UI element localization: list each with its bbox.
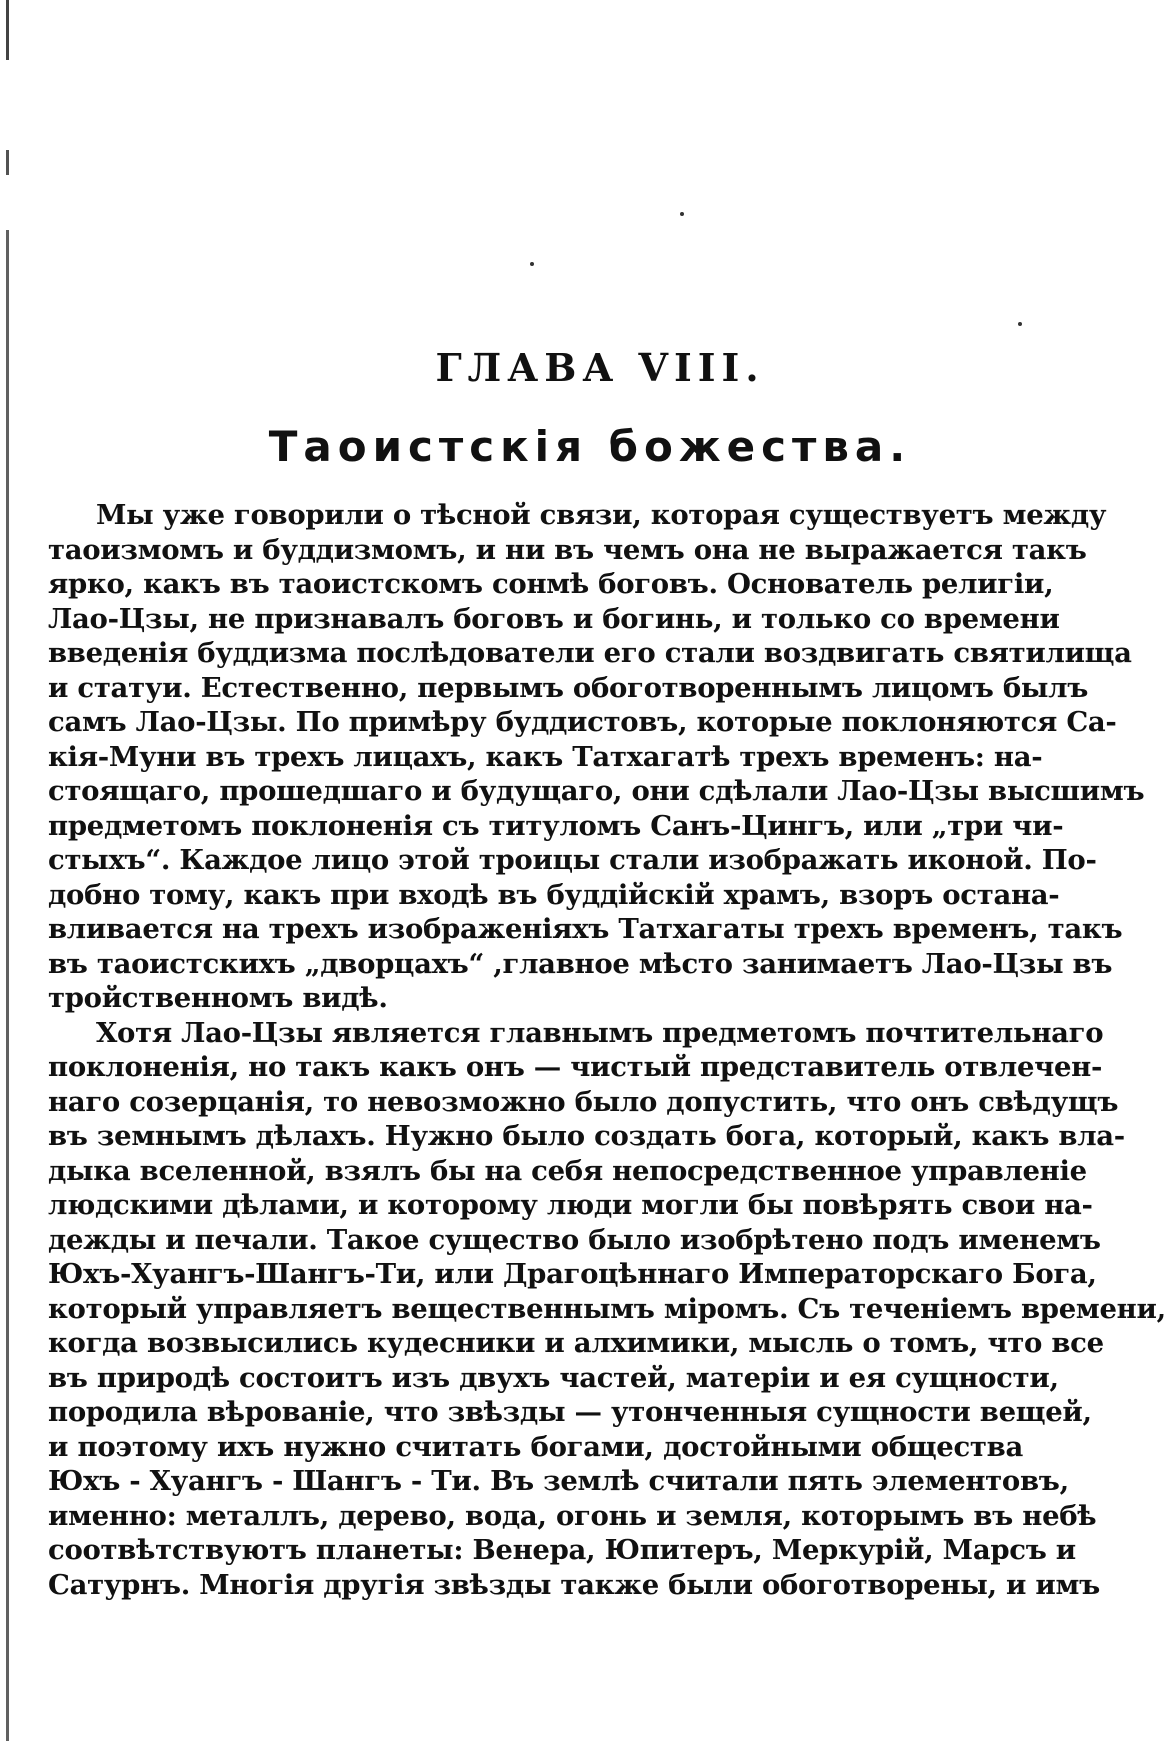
text-line: породила вѣрованіе, что звѣзды — утонченныя сущности вещей,	[48, 1396, 1092, 1428]
paragraph-2	[48, 1016, 1166, 1603]
text-line: ярко, какъ въ таоистскомъ сонмѣ боговъ. Основатель религіи,	[48, 568, 1054, 600]
paragraph-1	[48, 498, 1145, 1016]
text-line: добно тому, какъ при входѣ въ буддійскій храмъ, взоръ остана-	[48, 878, 1060, 911]
text-line: дыка вселенной, взялъ бы на себя непосредственное управленіе	[48, 1154, 1087, 1187]
text-line: Сатурнъ. Многія другія звѣзды также были обоготворены, и имъ	[48, 1568, 1100, 1601]
section-title: Таоистскія божества.	[268, 422, 912, 471]
text-line: предметомъ поклоненія съ титуломъ Санъ-Цингъ, или „три чи-	[48, 809, 1064, 842]
text-line: соотвѣтствуютъ планеты: Венера, Юпитеръ, Меркурій, Марсъ и	[48, 1534, 1076, 1566]
text-line: поклоненія, но такъ какъ онъ — чистый представитель отвлечен-	[48, 1051, 1103, 1083]
print-speck	[680, 212, 684, 216]
text-line: Юхъ-Хуангъ-Шангъ-Ти, или Драгоцѣннаго Императорскаго Бога,	[48, 1258, 1097, 1290]
text-line: въ таоистскихъ „дворцахъ“ ,главное мѣсто занимаетъ Лао-Цзы въ	[48, 947, 1113, 980]
text-line: дежды и печали. Такое существо было изобрѣтено подъ именемъ	[48, 1223, 1101, 1256]
text-line: наго созерцанія, то невозможно было допустить, что онъ свѣдущъ	[48, 1085, 1119, 1118]
text-line: стоящаго, прошедшаго и будущаго, они сдѣлали Лао-Цзы высшимъ	[48, 775, 1145, 807]
text-line: Мы уже говорили о тѣсной связи, которая существуетъ между	[96, 499, 1107, 531]
text-line: и поэтому ихъ нужно считать богами, достойными общества	[48, 1430, 1023, 1463]
print-speck	[530, 262, 534, 266]
text-line: самъ Лао-Цзы. По примѣру буддистовъ, которые поклоняются Са-	[48, 706, 1117, 738]
text-line: Юхъ - Хуангъ - Шангъ - Ти. Въ землѣ считали пять элементовъ,	[48, 1465, 1069, 1497]
text-line: и статуи. Естественно, первымъ обоготвореннымъ лицомъ былъ	[48, 671, 1089, 704]
text-line: Лао-Цзы, не признавалъ боговъ и богинь, и только со времени	[48, 602, 1060, 635]
text-line: введенія буддизма послѣдователи его стали воздвигать святилища	[48, 637, 1132, 669]
text-line: стыхъ“. Каждое лицо этой троицы стали изображать иконой. По-	[48, 844, 1097, 876]
text-line: тройственномъ видѣ.	[48, 982, 388, 1014]
text-line: въ земнымъ дѣлахъ. Нужно было создать бога, который, какъ вла-	[48, 1120, 1125, 1152]
text-line: Хотя Лао-Цзы является главнымъ предметомъ почтительнаго	[96, 1016, 1104, 1049]
text-line: когда возвысились кудесники и алхимики, мысль о томъ, что все	[48, 1327, 1104, 1359]
body-text	[48, 498, 1166, 1602]
text-line: кія-Муни въ трехъ лицахъ, какъ Татхагатѣ трехъ временъ: на-	[48, 740, 1043, 773]
page-binding-edge	[6, 0, 9, 1741]
chapter-heading: ГЛАВА VIII.	[435, 345, 765, 390]
text-line: именно: металлъ, дерево, вода, огонь и земля, которымъ въ небѣ	[48, 1499, 1097, 1532]
text-line: вливается на трехъ изображеніяхъ Татхагаты трехъ временъ, такъ	[48, 913, 1123, 945]
print-speck	[1018, 322, 1022, 326]
text-line: людскими дѣлами, и которому люди могли бы повѣрять свои на-	[48, 1189, 1093, 1221]
text-line: въ природѣ состоитъ изъ двухъ частей, матеріи и ея сущности,	[48, 1361, 1059, 1394]
text-line: который управляетъ вещественнымъ міромъ. Съ теченіемъ времени,	[48, 1292, 1166, 1325]
text-line: таоизмомъ и буддизмомъ, и ни въ чемъ она не выражается такъ	[48, 533, 1087, 566]
